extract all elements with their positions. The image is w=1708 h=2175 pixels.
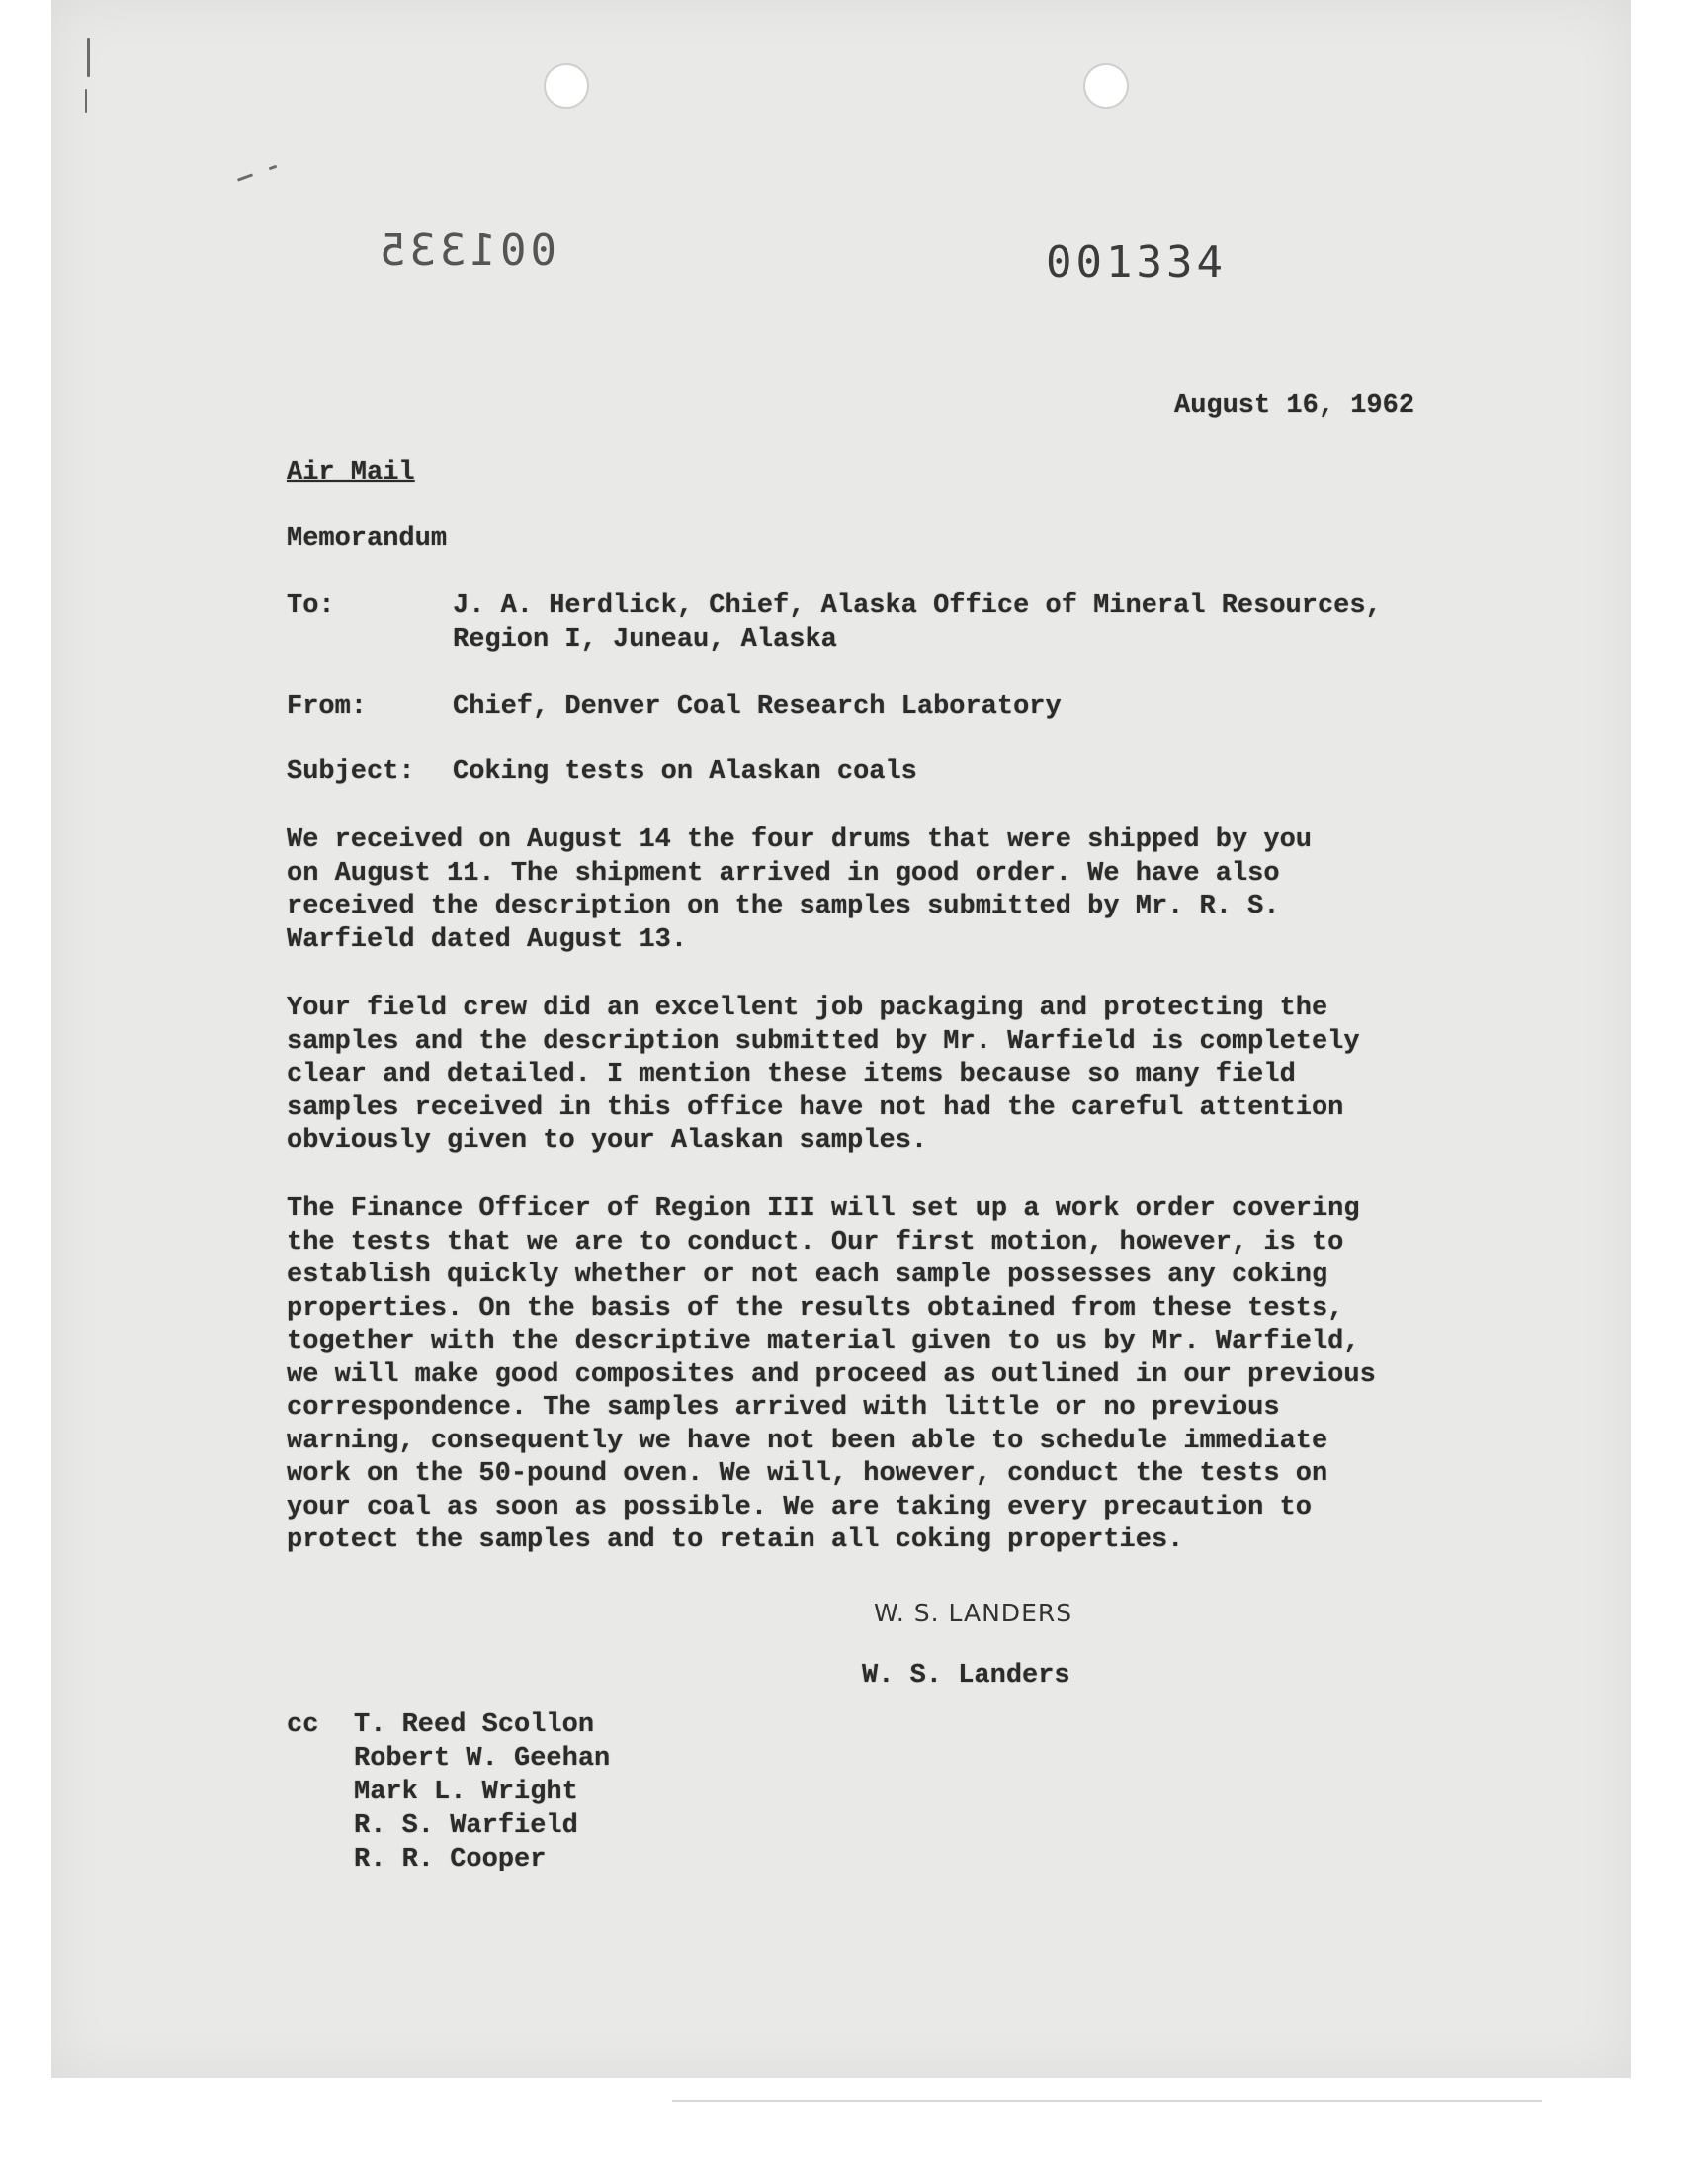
subject-label: Subject: (287, 757, 415, 787)
from-label: From: (287, 692, 368, 722)
to-recipient-line2: Region I, Juneau, Alaska (453, 625, 837, 654)
body-paragraph: We received on August 14 the four drums that were shipped by you on August 11. The shipment arrived in good order. We have also received the description on the samples submitted by Mr. R. S. Warfield dated August 13. (287, 826, 1312, 955)
from-sender: Chief, Denver Coal Research Laboratory (453, 692, 1062, 722)
page-number-stamp: 001334 (1046, 237, 1227, 288)
punch-hole-left (544, 63, 589, 109)
cc-label: cc (287, 1710, 319, 1740)
signature-name: W. S. Landers (862, 1661, 1070, 1691)
cc-recipient: R. S. Warfield (354, 1811, 578, 1841)
scan-edge-line (672, 2100, 1542, 2102)
delivery-method: Air Mail (287, 458, 415, 487)
scan-mark (85, 89, 87, 113)
cc-recipient: R. R. Cooper (354, 1845, 547, 1874)
signature-stamp: W. S. LANDERS (874, 1599, 1073, 1627)
to-label: To: (287, 591, 335, 621)
document-type: Memorandum (287, 524, 448, 554)
cc-recipient: Mark L. Wright (354, 1778, 578, 1807)
cc-recipient: Robert W. Geehan (354, 1744, 611, 1774)
cc-recipient: T. Reed Scollon (354, 1710, 595, 1740)
subject-text: Coking tests on Alaskan coals (453, 757, 917, 787)
to-recipient-line1: J. A. Herdlick, Chief, Alaska Office of Mineral Resources, (453, 591, 1382, 621)
body-paragraph: Your field crew did an excellent job packaging and protecting the samples and the description submitted by Mr. Warfield is completely clear and detailed. I mention these items because so many field samples received in this office have not had the careful attention obviously given to your Alaskan samples. (287, 994, 1360, 1156)
mirrored-number-stamp: 001335 (376, 225, 556, 276)
body-paragraph: The Finance Officer of Region III will set up a work order covering the tests that we are to conduct. Our first motion, however, is to establish quickly whether or not each sample possesses any coking properties. On the basis of the results obtained from these tests, together with the descriptive material given to us by Mr. Warfield, we will make good composites and proceed as outlined in our previous correspondence. The samples arrived with little or no previous warning, consequently we have not been able to schedule immediate work on the 50-pound oven. We will, however, conduct the tests on your coal as soon as possible. We are taking every precaution to protect the samples and to retain all coking properties. (287, 1194, 1376, 1555)
scan-mark (87, 38, 90, 77)
memo-date: August 16, 1962 (1174, 392, 1415, 421)
punch-hole-right (1083, 63, 1129, 109)
